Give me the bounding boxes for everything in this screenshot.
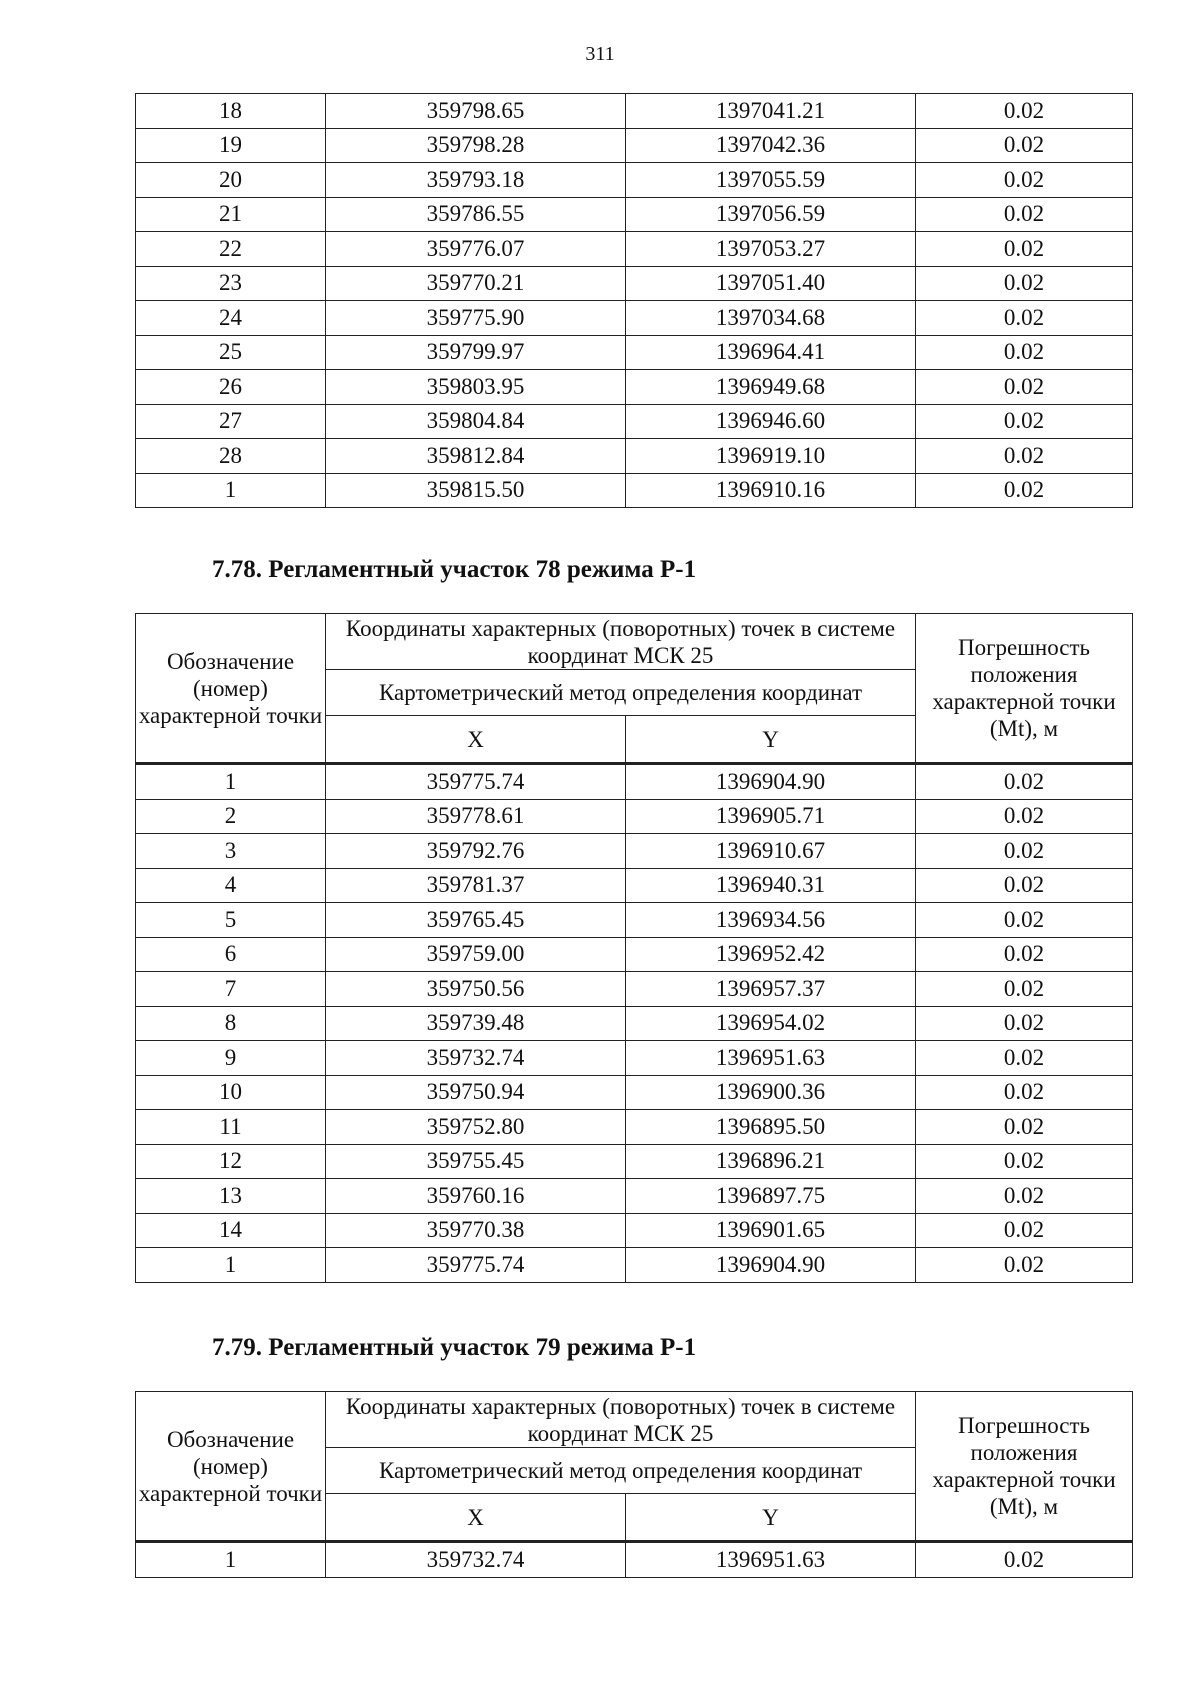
table-row <box>136 163 1133 198</box>
y-coordinate-cell: 1396957.37 <box>626 972 916 1007</box>
y-coordinate-cell: 1397056.59 <box>626 197 916 232</box>
error-cell: 0.02 <box>916 1006 1133 1041</box>
table-row <box>136 799 1133 834</box>
point-number-cell: 28 <box>136 439 326 474</box>
y-coordinate-cell: 1397042.36 <box>626 128 916 163</box>
error-cell: 0.02 <box>916 764 1133 800</box>
method-header: Картометрический метод определения координат <box>326 1448 916 1494</box>
y-coordinate-cell: 1397051.40 <box>626 266 916 301</box>
x-coordinate-cell: 359750.94 <box>326 1075 626 1110</box>
table-row <box>136 404 1133 439</box>
table-row <box>136 1006 1133 1041</box>
x-coordinate-cell: 359775.74 <box>326 1248 626 1283</box>
point-number-cell: 22 <box>136 232 326 267</box>
y-coordinate-cell: 1396940.31 <box>626 868 916 903</box>
error-cell: 0.02 <box>916 1213 1133 1248</box>
table-row <box>136 94 1133 129</box>
error-cell: 0.02 <box>916 1542 1133 1578</box>
x-coordinate-cell: 359752.80 <box>326 1110 626 1145</box>
x-coordinate-cell: 359759.00 <box>326 937 626 972</box>
y-coordinate-cell: 1396919.10 <box>626 439 916 474</box>
table-row <box>136 439 1133 474</box>
point-number-cell: 1 <box>136 473 326 508</box>
x-coordinate-cell: 359803.95 <box>326 370 626 405</box>
y-coordinate-cell: 1397053.27 <box>626 232 916 267</box>
x-header: X <box>326 716 626 764</box>
section-79-heading: 7.79. Регламентный участок 79 режима Р-1 <box>212 1334 697 1361</box>
point-number-cell: 12 <box>136 1144 326 1179</box>
table-row <box>136 1542 1133 1578</box>
x-coordinate-cell: 359815.50 <box>326 473 626 508</box>
table-row <box>136 764 1133 800</box>
point-number-cell: 1 <box>136 764 326 800</box>
error-header: Погрешность положения характерной точки (Mt), м <box>916 1392 1133 1542</box>
point-number-cell: 9 <box>136 1041 326 1076</box>
error-cell: 0.02 <box>916 1248 1133 1283</box>
y-coordinate-cell: 1397034.68 <box>626 301 916 336</box>
y-coordinate-cell: 1396951.63 <box>626 1041 916 1076</box>
table-row <box>136 335 1133 370</box>
section-78-heading: 7.78. Регламентный участок 78 режима Р-1 <box>212 556 697 583</box>
y-coordinate-cell: 1396905.71 <box>626 799 916 834</box>
point-number-cell: 21 <box>136 197 326 232</box>
point-number-cell: 20 <box>136 163 326 198</box>
point-number-cell: 19 <box>136 128 326 163</box>
coords-title-header: Координаты характерных (поворотных) точек в системе координат МСК 25 <box>326 614 916 670</box>
point-number-cell: 24 <box>136 301 326 336</box>
y-coordinate-cell: 1396910.67 <box>626 834 916 869</box>
point-number-cell: 23 <box>136 266 326 301</box>
y-coordinate-cell: 1396901.65 <box>626 1213 916 1248</box>
point-number-cell: 13 <box>136 1179 326 1214</box>
error-cell: 0.02 <box>916 266 1133 301</box>
y-coordinate-cell: 1396954.02 <box>626 1006 916 1041</box>
continuation-coordinates-table <box>135 93 1133 508</box>
table-row <box>136 232 1133 267</box>
x-coordinate-cell: 359804.84 <box>326 404 626 439</box>
x-coordinate-cell: 359778.61 <box>326 799 626 834</box>
point-number-cell: 1 <box>136 1248 326 1283</box>
y-coordinate-cell: 1396896.21 <box>626 1144 916 1179</box>
error-cell: 0.02 <box>916 94 1133 129</box>
y-coordinate-cell: 1397055.59 <box>626 163 916 198</box>
error-cell: 0.02 <box>916 163 1133 198</box>
y-header: Y <box>626 716 916 764</box>
y-coordinate-cell: 1396946.60 <box>626 404 916 439</box>
error-header: Погрешность положения характерной точки (Mt), м <box>916 614 1133 764</box>
table-row <box>136 1075 1133 1110</box>
table-row <box>136 937 1133 972</box>
y-coordinate-cell: 1396952.42 <box>626 937 916 972</box>
error-cell: 0.02 <box>916 128 1133 163</box>
x-coordinate-cell: 359798.65 <box>326 94 626 129</box>
table-row <box>136 1179 1133 1214</box>
x-coordinate-cell: 359755.45 <box>326 1144 626 1179</box>
x-coordinate-cell: 359786.55 <box>326 197 626 232</box>
error-cell: 0.02 <box>916 335 1133 370</box>
point-number-cell: 11 <box>136 1110 326 1145</box>
error-cell: 0.02 <box>916 404 1133 439</box>
error-cell: 0.02 <box>916 197 1133 232</box>
x-coordinate-cell: 359798.28 <box>326 128 626 163</box>
error-cell: 0.02 <box>916 232 1133 267</box>
error-cell: 0.02 <box>916 834 1133 869</box>
error-cell: 0.02 <box>916 903 1133 938</box>
x-coordinate-cell: 359792.76 <box>326 834 626 869</box>
point-number-cell: 7 <box>136 972 326 1007</box>
point-number-cell: 27 <box>136 404 326 439</box>
error-cell: 0.02 <box>916 1075 1133 1110</box>
y-coordinate-cell: 1396904.90 <box>626 1248 916 1283</box>
error-cell: 0.02 <box>916 439 1133 474</box>
x-coordinate-cell: 359765.45 <box>326 903 626 938</box>
y-header: Y <box>626 1494 916 1542</box>
error-cell: 0.02 <box>916 972 1133 1007</box>
table-row <box>136 301 1133 336</box>
y-coordinate-cell: 1396895.50 <box>626 1110 916 1145</box>
coords-title-header: Координаты характерных (поворотных) точек в системе координат МСК 25 <box>326 1392 916 1448</box>
table-row <box>136 128 1133 163</box>
table-header <box>136 1392 1133 1542</box>
table-row <box>136 972 1133 1007</box>
x-coordinate-cell: 359770.38 <box>326 1213 626 1248</box>
y-coordinate-cell: 1397041.21 <box>626 94 916 129</box>
point-number-cell: 18 <box>136 94 326 129</box>
table-row <box>136 903 1133 938</box>
error-cell: 0.02 <box>916 1179 1133 1214</box>
error-cell: 0.02 <box>916 1041 1133 1076</box>
page-number: 311 <box>585 43 615 65</box>
section-78-coordinates-table <box>135 613 1133 1283</box>
x-coordinate-cell: 359812.84 <box>326 439 626 474</box>
table-row <box>136 197 1133 232</box>
x-coordinate-cell: 359732.74 <box>326 1041 626 1076</box>
x-coordinate-cell: 359760.16 <box>326 1179 626 1214</box>
x-header: X <box>326 1494 626 1542</box>
y-coordinate-cell: 1396904.90 <box>626 764 916 800</box>
x-coordinate-cell: 359775.90 <box>326 301 626 336</box>
table-row <box>136 370 1133 405</box>
y-coordinate-cell: 1396900.36 <box>626 1075 916 1110</box>
designation-header: Обозначение (номер) характерной точки <box>136 614 326 764</box>
section-79-coordinates-table <box>135 1391 1133 1578</box>
point-number-cell: 25 <box>136 335 326 370</box>
table-row <box>136 1144 1133 1179</box>
x-coordinate-cell: 359781.37 <box>326 868 626 903</box>
error-cell: 0.02 <box>916 868 1133 903</box>
table-row <box>136 473 1133 508</box>
designation-header: Обозначение (номер) характерной точки <box>136 1392 326 1542</box>
y-coordinate-cell: 1396910.16 <box>626 473 916 508</box>
x-coordinate-cell: 359750.56 <box>326 972 626 1007</box>
y-coordinate-cell: 1396897.75 <box>626 1179 916 1214</box>
error-cell: 0.02 <box>916 937 1133 972</box>
x-coordinate-cell: 359732.74 <box>326 1542 626 1578</box>
point-number-cell: 10 <box>136 1075 326 1110</box>
error-cell: 0.02 <box>916 370 1133 405</box>
error-cell: 0.02 <box>916 799 1133 834</box>
point-number-cell: 14 <box>136 1213 326 1248</box>
table-row <box>136 1110 1133 1145</box>
point-number-cell: 6 <box>136 937 326 972</box>
table-row <box>136 266 1133 301</box>
error-cell: 0.02 <box>916 1110 1133 1145</box>
x-coordinate-cell: 359793.18 <box>326 163 626 198</box>
y-coordinate-cell: 1396951.63 <box>626 1542 916 1578</box>
x-coordinate-cell: 359776.07 <box>326 232 626 267</box>
error-cell: 0.02 <box>916 301 1133 336</box>
x-coordinate-cell: 359799.97 <box>326 335 626 370</box>
point-number-cell: 2 <box>136 799 326 834</box>
y-coordinate-cell: 1396949.68 <box>626 370 916 405</box>
x-coordinate-cell: 359739.48 <box>326 1006 626 1041</box>
method-header: Картометрический метод определения координат <box>326 670 916 716</box>
point-number-cell: 8 <box>136 1006 326 1041</box>
table-row <box>136 834 1133 869</box>
y-coordinate-cell: 1396934.56 <box>626 903 916 938</box>
table-row <box>136 1041 1133 1076</box>
error-cell: 0.02 <box>916 1144 1133 1179</box>
point-number-cell: 5 <box>136 903 326 938</box>
point-number-cell: 4 <box>136 868 326 903</box>
table-row <box>136 1213 1133 1248</box>
y-coordinate-cell: 1396964.41 <box>626 335 916 370</box>
point-number-cell: 26 <box>136 370 326 405</box>
point-number-cell: 1 <box>136 1542 326 1578</box>
table-header <box>136 614 1133 764</box>
table-row <box>136 868 1133 903</box>
error-cell: 0.02 <box>916 473 1133 508</box>
point-number-cell: 3 <box>136 834 326 869</box>
table-row <box>136 1248 1133 1283</box>
x-coordinate-cell: 359770.21 <box>326 266 626 301</box>
x-coordinate-cell: 359775.74 <box>326 764 626 800</box>
